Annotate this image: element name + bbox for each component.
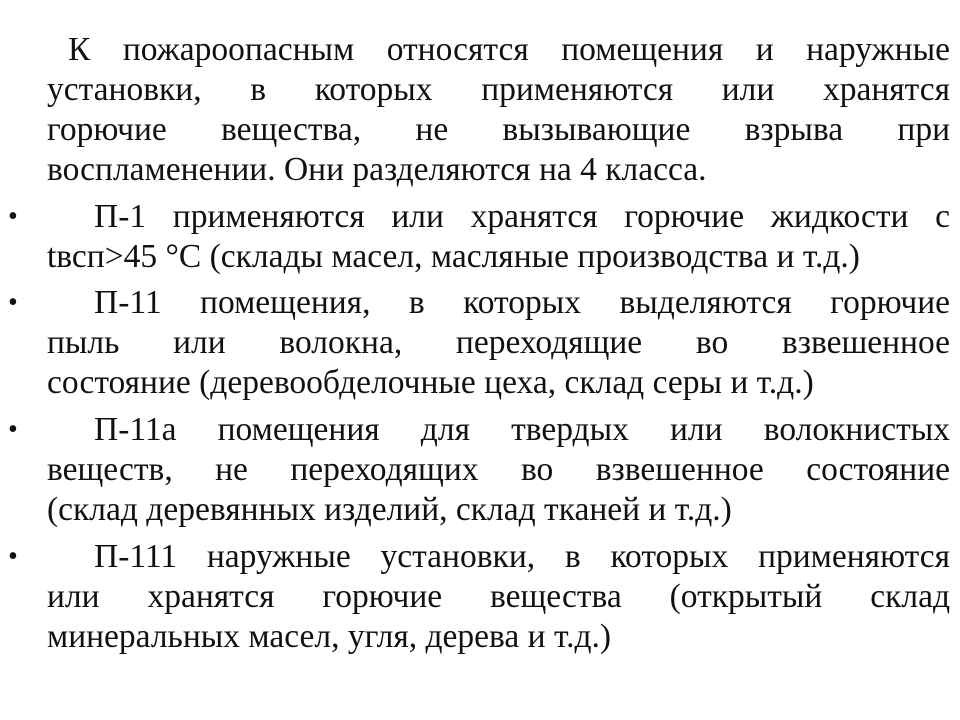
item-line: tвсп>45 °С (склады масел, масляные производства и т.д.) — [47, 238, 860, 275]
bullet-icon: • — [8, 541, 18, 572]
intro-line: установки, в которых применяются или хранятся — [47, 71, 950, 108]
item-line: (склад деревянных изделий, склад тканей и т.д.) — [47, 491, 732, 528]
bullet-icon: • — [8, 201, 18, 232]
bullet-icon: • — [8, 414, 18, 445]
item-line: П-11а помещения для твердых или волокнистых — [94, 411, 950, 448]
item-line: П-1 применяются или хранятся горючие жидкости с — [94, 198, 950, 235]
item-line: или хранятся горючие вещества (открытый склад — [47, 578, 950, 615]
intro-line: воспламенении. Они разделяются на 4 класса. — [47, 151, 707, 188]
intro-line: горючие вещества, не вызывающие взрыва при — [47, 111, 950, 148]
item-line: состояние (деревообделочные цеха, склад серы и т.д.) — [47, 364, 814, 401]
item-line: пыль или волокна, переходящие во взвешенное — [47, 324, 950, 361]
item-line: П-111 наружные установки, в которых применяются — [94, 538, 950, 575]
item-line: П-11 помещения, в которых выделяются горючие — [94, 284, 950, 321]
item-line: веществ, не переходящих во взвешенное состояние — [47, 451, 950, 488]
item-line: минеральных масел, угля, дерева и т.д.) — [47, 618, 612, 655]
intro-line: К пожароопасным относятся помещения и наружные — [68, 31, 950, 68]
bullet-icon: • — [8, 287, 18, 318]
